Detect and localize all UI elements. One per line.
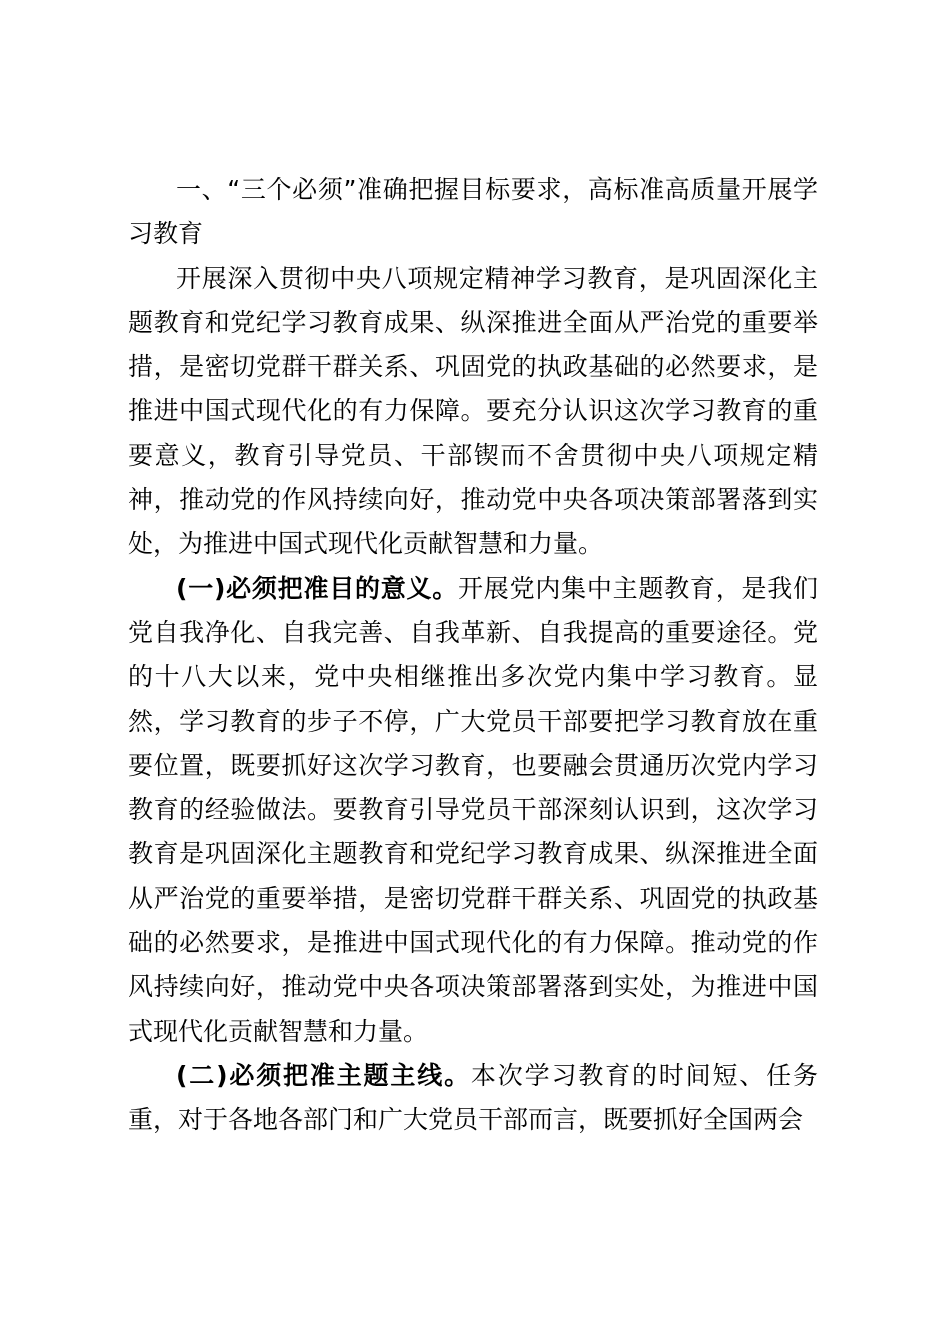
paragraph-lead: (一)必须把准目的意义。 bbox=[176, 573, 459, 603]
paragraph-body: 本次学习教育的时间短、任务重，对于各地各部门和广大党员干部而言，既要抓好全国两会 bbox=[128, 1060, 818, 1135]
paragraph-theme bbox=[128, 1054, 818, 1143]
document-page bbox=[128, 168, 818, 1143]
paragraph-purpose bbox=[128, 567, 818, 1054]
section-heading: 一、“三个必须”准确把握目标要求，高标准高质量开展学习教育 bbox=[128, 175, 818, 249]
paragraph-body: 开展党内集中主题教育，是我们党自我净化、自我完善、自我革新、自我提高的重要途径。党的十八大以来，党中央相继推出多次党内集中学习教育。显然，学习教育的步子不停，广大党员干部要把学习教育放在重要位置，既要抓好这次学习教育，也要融会贯通历次党内学习教育的经验做法。要教育引导党员干部深刻认识到，这次学习教育是巩固深化主题教育和党纪学习教育成果、纵深推进全面从严治党的重要举措，是密切党群干群关系、巩固党的执政基础的必然要求，是推进中国式现代化的有力保障。推动党的作风持续向好，推动党中央各项决策部署落到实处，为推进中国式现代化贡献智慧和力量。 bbox=[128, 573, 818, 1046]
paragraph-lead: (二)必须把准主题主线。 bbox=[176, 1060, 471, 1090]
paragraph-body: 开展深入贯彻中央八项规定精神学习教育，是巩固深化主题教育和党纪学习教育成果、纵深推进全面从严治党的重要举措，是密切党群干群关系、巩固党的执政基础的必然要求，是推进中国式现代化的有力保障。要充分认识这次学习教育的重要意义，教育引导党员、干部锲而不舍贯彻中央八项规定精神，推动党的作风持续向好，推动党中央各项决策部署落到实处，为推进中国式现代化贡献智慧和力量。 bbox=[128, 263, 818, 559]
paragraph-intro bbox=[128, 257, 818, 567]
